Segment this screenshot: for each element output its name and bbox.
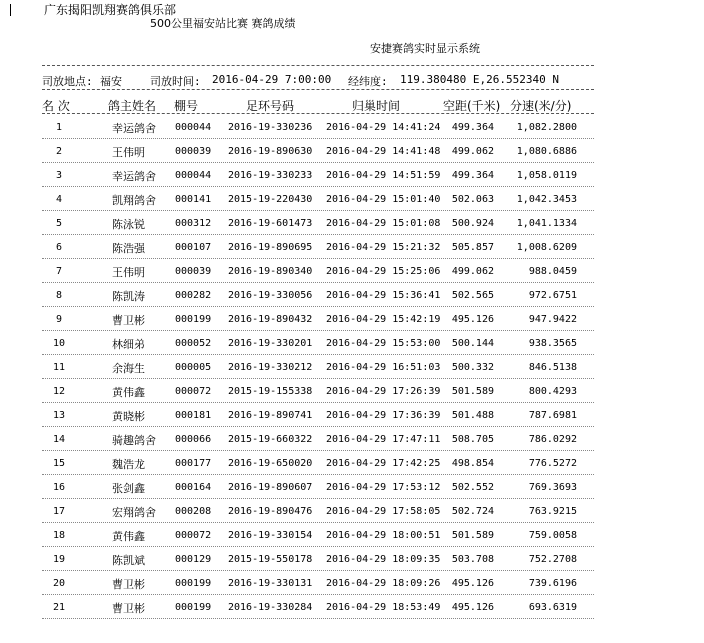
rank-cell: 3 <box>55 170 63 181</box>
col-distance: 空距(千米) <box>443 99 501 113</box>
distance-cell: 508.705 <box>451 434 494 445</box>
arrival-cell: 2016-04-29 17:42:25 <box>326 458 441 469</box>
ring-cell: 2015-19-660322 <box>228 434 313 445</box>
owner-cell: 曹卫彬 <box>112 578 145 591</box>
speed-cell: 759.0058 <box>528 530 577 541</box>
loft-cell: 000005 <box>175 362 212 373</box>
rank-cell: 14 <box>52 434 66 445</box>
ring-cell: 2016-19-330154 <box>228 530 313 541</box>
table-row <box>0 451 704 475</box>
table-row <box>0 115 704 139</box>
speed-cell: 787.6981 <box>528 410 577 421</box>
divider-meta <box>42 89 594 90</box>
system-name: 安捷赛鸽实时显示系统 <box>370 42 480 55</box>
distance-cell: 502.063 <box>451 194 494 205</box>
arrival-cell: 2016-04-29 17:36:39 <box>326 410 441 421</box>
arrival-cell: 2016-04-29 17:58:05 <box>326 506 441 517</box>
owner-cell: 曹卫彬 <box>112 314 145 327</box>
table-row <box>0 403 704 427</box>
speed-cell: 739.6196 <box>528 578 577 589</box>
text-cursor <box>10 4 11 16</box>
distance-cell: 500.332 <box>451 362 494 373</box>
loft-cell: 000208 <box>175 506 212 517</box>
speed-cell: 776.5272 <box>528 458 577 469</box>
table-row <box>0 163 704 187</box>
table-row <box>0 259 704 283</box>
rank-cell: 2 <box>55 146 63 157</box>
loft-cell: 000199 <box>175 602 212 613</box>
rank-cell: 13 <box>52 410 66 421</box>
table-row <box>0 307 704 331</box>
owner-cell: 张剑鑫 <box>112 482 145 495</box>
ring-cell: 2016-19-330056 <box>228 290 313 301</box>
distance-cell: 499.062 <box>451 146 494 157</box>
speed-cell: 1,058.0119 <box>516 170 577 181</box>
ring-cell: 2016-19-890695 <box>228 242 313 253</box>
arrival-cell: 2016-04-29 15:53:00 <box>326 338 441 349</box>
arrival-cell: 2016-04-29 15:36:41 <box>326 290 441 301</box>
table-row <box>0 523 704 547</box>
ring-cell: 2016-19-890476 <box>228 506 313 517</box>
club-name: 广东揭阳凯翔赛鸽俱乐部 <box>44 3 177 17</box>
arrival-cell: 2016-04-29 18:09:35 <box>326 554 441 565</box>
distance-cell: 503.708 <box>451 554 494 565</box>
owner-cell: 宏翔鸽舍 <box>112 506 156 519</box>
table-row <box>0 595 704 619</box>
distance-cell: 502.552 <box>451 482 494 493</box>
divider-top <box>42 65 594 66</box>
ring-cell: 2015-19-155338 <box>228 386 313 397</box>
loft-cell: 000164 <box>175 482 212 493</box>
ring-cell: 2016-19-330236 <box>228 122 313 133</box>
speed-cell: 1,042.3453 <box>516 194 577 205</box>
distance-cell: 499.062 <box>451 266 494 277</box>
arrival-cell: 2016-04-29 18:00:51 <box>326 530 441 541</box>
speed-cell: 752.2708 <box>528 554 577 565</box>
arrival-cell: 2016-04-29 17:26:39 <box>326 386 441 397</box>
table-row <box>0 427 704 451</box>
owner-cell: 王伟明 <box>112 266 145 279</box>
rank-cell: 18 <box>52 530 66 541</box>
ring-cell: 2016-19-890432 <box>228 314 313 325</box>
speed-cell: 1,080.6886 <box>516 146 577 157</box>
owner-cell: 凯翔鸽舍 <box>112 194 156 207</box>
rank-cell: 15 <box>52 458 66 469</box>
owner-cell: 幸运鸽舍 <box>112 170 156 183</box>
owner-cell: 幸运鸽舍 <box>112 122 156 135</box>
release-time-value: 2016-04-29 7:00:00 <box>212 73 332 86</box>
loft-cell: 000107 <box>175 242 212 253</box>
col-speed: 分速(米/分) <box>510 99 572 113</box>
owner-cell: 王伟明 <box>112 146 145 159</box>
rank-cell: 7 <box>55 266 63 277</box>
loft-cell: 000039 <box>175 146 212 157</box>
table-row <box>0 475 704 499</box>
col-ring: 足环号码 <box>246 99 295 113</box>
owner-cell: 余海生 <box>112 362 145 375</box>
loft-cell: 000072 <box>175 530 212 541</box>
loft-cell: 000199 <box>175 314 212 325</box>
rank-cell: 5 <box>55 218 63 229</box>
col-rank: 名 次 <box>42 99 70 113</box>
divider-header <box>42 113 594 114</box>
loft-cell: 000282 <box>175 290 212 301</box>
table-row <box>0 571 704 595</box>
owner-cell: 曹卫彬 <box>112 602 145 615</box>
rank-cell: 19 <box>52 554 66 565</box>
rank-cell: 9 <box>55 314 63 325</box>
rank-cell: 21 <box>52 602 66 613</box>
loft-cell: 000052 <box>175 338 212 349</box>
arrival-cell: 2016-04-29 16:51:03 <box>326 362 441 373</box>
table-row <box>0 235 704 259</box>
rank-cell: 8 <box>55 290 63 301</box>
arrival-cell: 2016-04-29 15:21:32 <box>326 242 441 253</box>
rank-cell: 16 <box>52 482 66 493</box>
distance-cell: 502.724 <box>451 506 494 517</box>
owner-cell: 黄伟鑫 <box>112 530 145 543</box>
loft-cell: 000039 <box>175 266 212 277</box>
owner-cell: 黄晓彬 <box>112 410 145 423</box>
table-row <box>0 499 704 523</box>
col-loft: 棚号 <box>174 99 199 113</box>
speed-cell: 763.9215 <box>528 506 577 517</box>
ring-cell: 2016-19-890630 <box>228 146 313 157</box>
speed-cell: 769.3693 <box>528 482 577 493</box>
ring-cell: 2016-19-890340 <box>228 266 313 277</box>
ring-cell: 2016-19-330201 <box>228 338 313 349</box>
owner-cell: 骑趣鸽舍 <box>112 434 156 447</box>
race-title: 500公里福安站比赛 赛鸽成绩 <box>150 17 296 30</box>
rank-cell: 6 <box>55 242 63 253</box>
loft-cell: 000044 <box>175 170 212 181</box>
ring-cell: 2016-19-330131 <box>228 578 313 589</box>
owner-cell: 陈凯涛 <box>112 290 145 303</box>
loft-cell: 000141 <box>175 194 212 205</box>
owner-cell: 陈凯斌 <box>112 554 145 567</box>
table-row <box>0 211 704 235</box>
ring-cell: 2016-19-330284 <box>228 602 313 613</box>
rank-cell: 11 <box>52 362 66 373</box>
distance-cell: 500.924 <box>451 218 494 229</box>
row-separator <box>42 618 594 619</box>
speed-cell: 846.5138 <box>528 362 577 373</box>
table-row <box>0 331 704 355</box>
table-row <box>0 283 704 307</box>
arrival-cell: 2016-04-29 15:01:40 <box>326 194 441 205</box>
owner-cell: 陈泳锐 <box>112 218 145 231</box>
table-row <box>0 547 704 571</box>
distance-cell: 505.857 <box>451 242 494 253</box>
owner-cell: 林细弟 <box>112 338 145 351</box>
arrival-cell: 2016-04-29 15:42:19 <box>326 314 441 325</box>
distance-cell: 499.364 <box>451 122 494 133</box>
table-row <box>0 187 704 211</box>
ring-cell: 2016-19-650020 <box>228 458 313 469</box>
rank-cell: 1 <box>55 122 63 133</box>
release-location-label: 司放地点: <box>42 75 93 88</box>
rank-cell: 17 <box>52 506 66 517</box>
table-row <box>0 139 704 163</box>
speed-cell: 693.6319 <box>528 602 577 613</box>
loft-cell: 000044 <box>175 122 212 133</box>
rank-cell: 12 <box>52 386 66 397</box>
loft-cell: 000072 <box>175 386 212 397</box>
ring-cell: 2015-19-220430 <box>228 194 313 205</box>
arrival-cell: 2016-04-29 17:53:12 <box>326 482 441 493</box>
loft-cell: 000177 <box>175 458 212 469</box>
release-location-value: 福安 <box>100 75 122 88</box>
speed-cell: 1,082.2800 <box>516 122 577 133</box>
ring-cell: 2016-19-601473 <box>228 218 313 229</box>
arrival-cell: 2016-04-29 17:47:11 <box>326 434 441 445</box>
distance-cell: 495.126 <box>451 578 494 589</box>
arrival-cell: 2016-04-29 14:51:59 <box>326 170 441 181</box>
arrival-cell: 2016-04-29 14:41:24 <box>326 122 441 133</box>
distance-cell: 501.488 <box>451 410 494 421</box>
ring-cell: 2016-19-330233 <box>228 170 313 181</box>
distance-cell: 501.589 <box>451 530 494 541</box>
ring-cell: 2015-19-550178 <box>228 554 313 565</box>
table-row <box>0 355 704 379</box>
arrival-cell: 2016-04-29 15:01:08 <box>326 218 441 229</box>
ring-cell: 2016-19-890607 <box>228 482 313 493</box>
release-time-label: 司放时间: <box>150 75 201 88</box>
col-arrival: 归巢时间 <box>352 99 401 113</box>
col-owner: 鸽主姓名 <box>108 99 157 113</box>
speed-cell: 947.9422 <box>528 314 577 325</box>
speed-cell: 972.6751 <box>528 290 577 301</box>
distance-cell: 500.144 <box>451 338 494 349</box>
table-row <box>0 379 704 403</box>
distance-cell: 498.854 <box>451 458 494 469</box>
ring-cell: 2016-19-890741 <box>228 410 313 421</box>
arrival-cell: 2016-04-29 14:41:48 <box>326 146 441 157</box>
owner-cell: 魏浩龙 <box>112 458 145 471</box>
speed-cell: 800.4293 <box>528 386 577 397</box>
rank-cell: 10 <box>52 338 66 349</box>
loft-cell: 000199 <box>175 578 212 589</box>
arrival-cell: 2016-04-29 15:25:06 <box>326 266 441 277</box>
loft-cell: 000129 <box>175 554 212 565</box>
ring-cell: 2016-19-330212 <box>228 362 313 373</box>
speed-cell: 1,008.6209 <box>516 242 577 253</box>
distance-cell: 495.126 <box>451 602 494 613</box>
distance-cell: 495.126 <box>451 314 494 325</box>
owner-cell: 陈浩强 <box>112 242 145 255</box>
loft-cell: 000181 <box>175 410 212 421</box>
arrival-cell: 2016-04-29 18:53:49 <box>326 602 441 613</box>
distance-cell: 501.589 <box>451 386 494 397</box>
loft-cell: 000312 <box>175 218 212 229</box>
rank-cell: 4 <box>55 194 63 205</box>
distance-cell: 502.565 <box>451 290 494 301</box>
arrival-cell: 2016-04-29 18:09:26 <box>326 578 441 589</box>
coords-value: 119.380480 E,26.552340 N <box>400 73 559 86</box>
distance-cell: 499.364 <box>451 170 494 181</box>
speed-cell: 988.0459 <box>528 266 577 277</box>
loft-cell: 000066 <box>175 434 212 445</box>
speed-cell: 786.0292 <box>528 434 577 445</box>
speed-cell: 938.3565 <box>528 338 577 349</box>
coords-label: 经纬度: <box>348 75 388 88</box>
speed-cell: 1,041.1334 <box>516 218 577 229</box>
owner-cell: 黄伟鑫 <box>112 386 145 399</box>
rank-cell: 20 <box>52 578 66 589</box>
